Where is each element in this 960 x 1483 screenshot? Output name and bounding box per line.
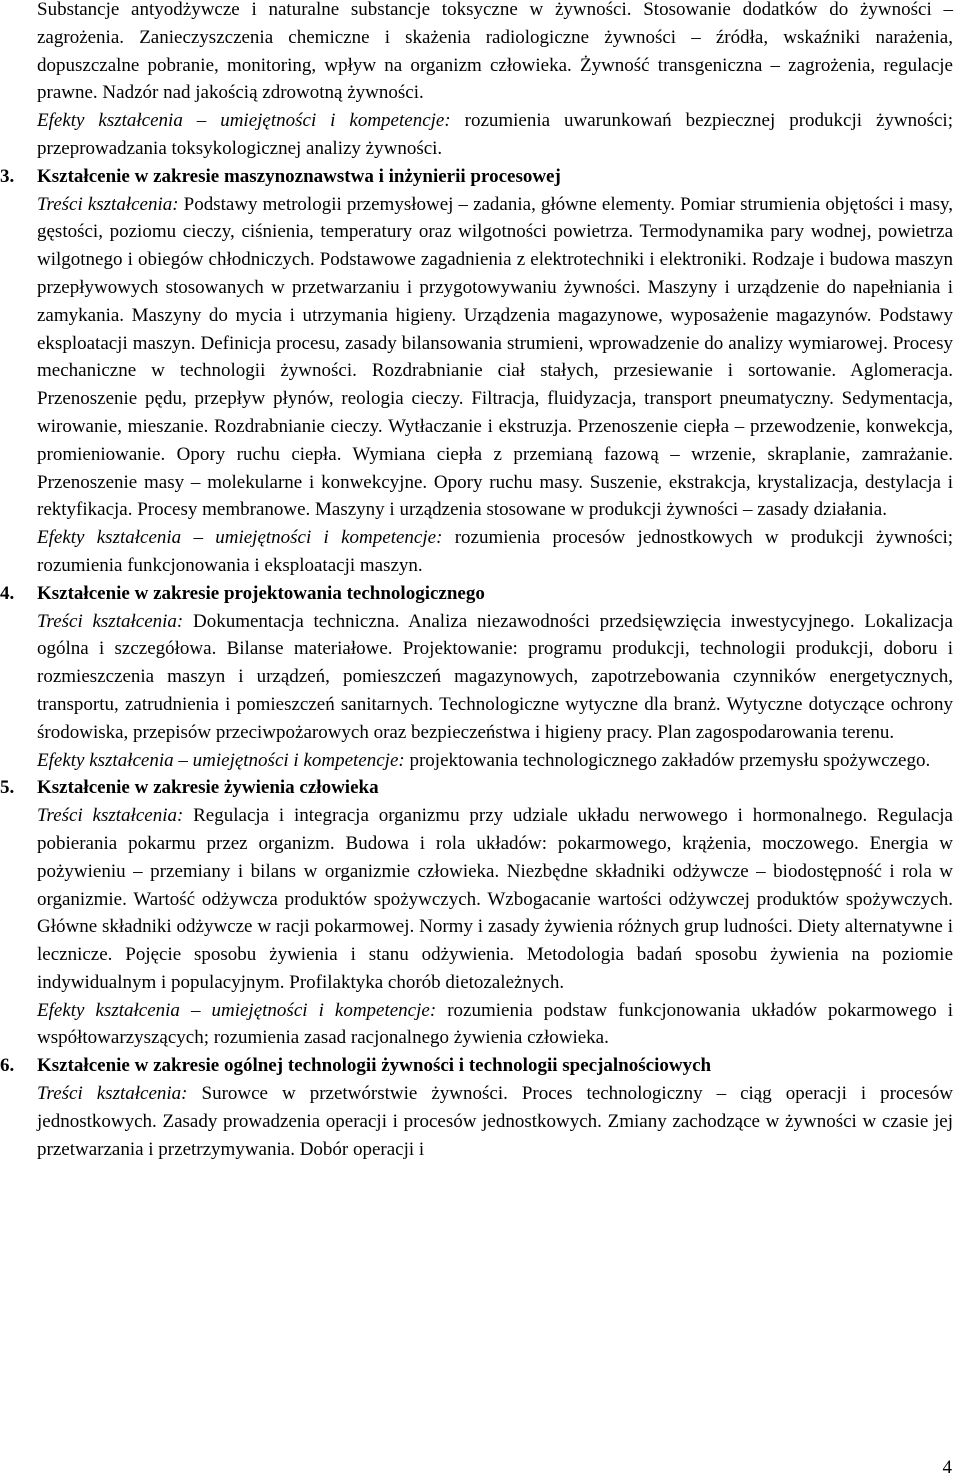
intro-effects-label: Efekty kształcenia – umiejętności i kompetencje:	[37, 110, 451, 132]
section-title: Kształcenie w zakresie żywienia człowieka	[37, 777, 379, 799]
section-number: 3.	[0, 165, 15, 187]
intro-paragraph	[37, 0, 953, 107]
content-text: Podstawy metrologii przemysłowej – zadania, główne elementy. Pomiar strumienia objętości i masy, gęstości, poziomu cieczy, ciśnienia, temperatury oraz wilgotności powietrza. Termodynamika pary wodnej, powietrza wilgotnego i obiegów chłodniczych. Podstawowe zagadnienia z elektrotechniki i elektroniki. Rodzaje i budowa maszyn przepływowych stosowanych w przetwarzaniu i przygotowywaniu żywności. Maszyny i urządzenie do napełniania i zamykania. Maszyny do mycia i utrzymania higieny. Urządzenia magazynowe, wyposażenie magazynów. Podstawy eksploatacji maszyn. Definicja procesu, zasady bilansowania strumieni, wprowadzenie do analizy wymiarowej. Procesy mechaniczne w technologii żywności. Rozdrabnianie ciał stałych, przesiewanie i sortowanie. Aglomeracja. Przenoszenie pędu, przepływ płynów, reologia cieczy. Filtracja, fluidyzacja, transport pneumatyczny. Sedymentacja, wirowanie, mieszanie. Rozdrabnianie cieczy. Wytłaczanie i ekstruzja. Przenoszenie ciepła – przewodzenie, konwekcja, promieniowanie. Opory ruchu ciepła. Wymiana ciepła z przemianą fazową – wrzenie, skraplanie, zamrażanie. Przenoszenie masy – molekularne i konwekcyjne. Opory ruchu masy. Suszenie, ekstrakcja, krystalizacja, destylacja i rektyfikacja. Procesy membranowe. Maszyny i urządzenia stosowane w produkcji żywności – zasady działania.	[37, 193, 954, 521]
intro-effects-text: rozumienia uwarunkowań bezpiecznej produkcji żywności; przeprowadzania toksykologicznej analizy żywności.	[37, 110, 953, 159]
content-label: Treści kształcenia:	[37, 805, 184, 827]
content-text: Regulacja i integracja organizmu przy udziale układu nerwowego i hormonalnego. Regulacja pobierania pokarmu przez organizm. Budowa i rola układów: pokarmowego, krążenia, moczowego. Energia w pożywieniu – przemiany i bilans w organizmie człowieka. Niezbędne składniki odżywcze – biodostępność i rola w organizmie. Wartość odżywcza produktów spożywczych. Wzbogacanie wartości odżywczej produktów spożywczych. Główne składniki odżywcze w racji pokarmowej. Normy i zasady żywienia różnych grup ludności. Diety alternatywne i lecznicze. Pojęcie sposobu żywienia i stanu odżywienia. Metodologia badań sposobu żywienia na poziomie indywidualnym i populacyjnym. Profilaktyka chorób dietozależnych.	[37, 805, 953, 993]
page-number: 4	[942, 1457, 952, 1478]
section-4-effects	[37, 747, 953, 775]
section-title: Kształcenie w zakresie projektowania technologicznego	[37, 582, 485, 604]
content-text: Surowce w przetwórstwie żywności. Proces technologiczny – ciąg operacji i procesów jednostkowych. Zasady prowadzenia operacji i procesów jednostkowych. Zmiany zachodzące w żywności w czasie jej przetwarzania i przetrzymywania. Dobór operacji i	[37, 1083, 953, 1160]
content-label: Treści kształcenia:	[37, 193, 179, 215]
section-number: 4.	[0, 582, 15, 604]
section-5-heading	[0, 774, 953, 802]
effects-label: Efekty kształcenia – umiejętności i kompetencje:	[37, 749, 405, 771]
effects-text: rozumienia procesów jednostkowych w produkcji żywności; rozumienia funkcjonowania i eksploatacji maszyn.	[37, 527, 954, 576]
section-3-heading	[0, 163, 953, 191]
section-6-content	[37, 1080, 953, 1163]
effects-text: rozumienia podstaw funkcjonowania układów pokarmowego i współtowarzyszących; rozumienia zasad racjonalnego żywienia człowieka.	[37, 999, 954, 1049]
content-label: Treści kształcenia:	[37, 610, 184, 632]
section-4-content	[37, 608, 953, 747]
section-3-content	[37, 191, 953, 525]
effects-label: Efekty kształcenia – umiejętności i kompetencje:	[37, 999, 437, 1021]
effects-text: projektowania technologicznego zakładów przemysłu spożywczego.	[404, 749, 931, 771]
section-number: 5.	[0, 777, 15, 799]
section-4-heading	[0, 580, 953, 608]
section-title: Kształcenie w zakresie ogólnej technologii żywności i technologii specjalnościowych	[37, 1055, 712, 1077]
section-6-heading	[0, 1052, 953, 1080]
content-text: Dokumentacja techniczna. Analiza niezawodności przedsięwzięcia inwestycyjnego. Lokalizacja ogólna i szczegółowa. Bilanse materiałowe. Projektowanie: programu produkcji, technologii produkcji, doboru i rozmieszczenia maszyn i urządzeń, pomieszczeń magazynowych, zapotrzebowania czynników energetycznych, transportu, zatrudnienia i pomieszczeń sanitarnych. Technologiczne wytyczne dla branż. Wytyczne dotyczące ochrony środowiska, przepisów przeciwpożarowych oraz bezpieczeństwa i higieny pracy. Plan zagospodarowania terenu.	[37, 610, 953, 743]
section-title: Kształcenie w zakresie maszynoznawstwa i inżynierii procesowej	[37, 165, 561, 187]
effects-label: Efekty kształcenia – umiejętności i kompetencje:	[37, 527, 443, 549]
intro-effects-paragraph	[37, 107, 953, 163]
section-5-content	[37, 802, 953, 997]
content-label: Treści kształcenia:	[37, 1083, 188, 1105]
section-number: 6.	[0, 1055, 15, 1077]
section-5-effects	[37, 997, 953, 1053]
intro-text: Substancje antyodżywcze i naturalne substancje toksyczne w żywności. Stosowanie dodatków do żywności – zagrożenia. Zanieczyszczenia chemiczne i skażenia radiologiczne żywności – źródła, wskaźniki narażenia, dopuszczalne pobranie, monitoring, wpływ na organizm człowieka. Żywność transgeniczna – zagrożenia, regulacje prawne. Nadzór nad jakością zdrowotną żywności.	[37, 0, 953, 104]
section-3-effects	[37, 524, 953, 580]
